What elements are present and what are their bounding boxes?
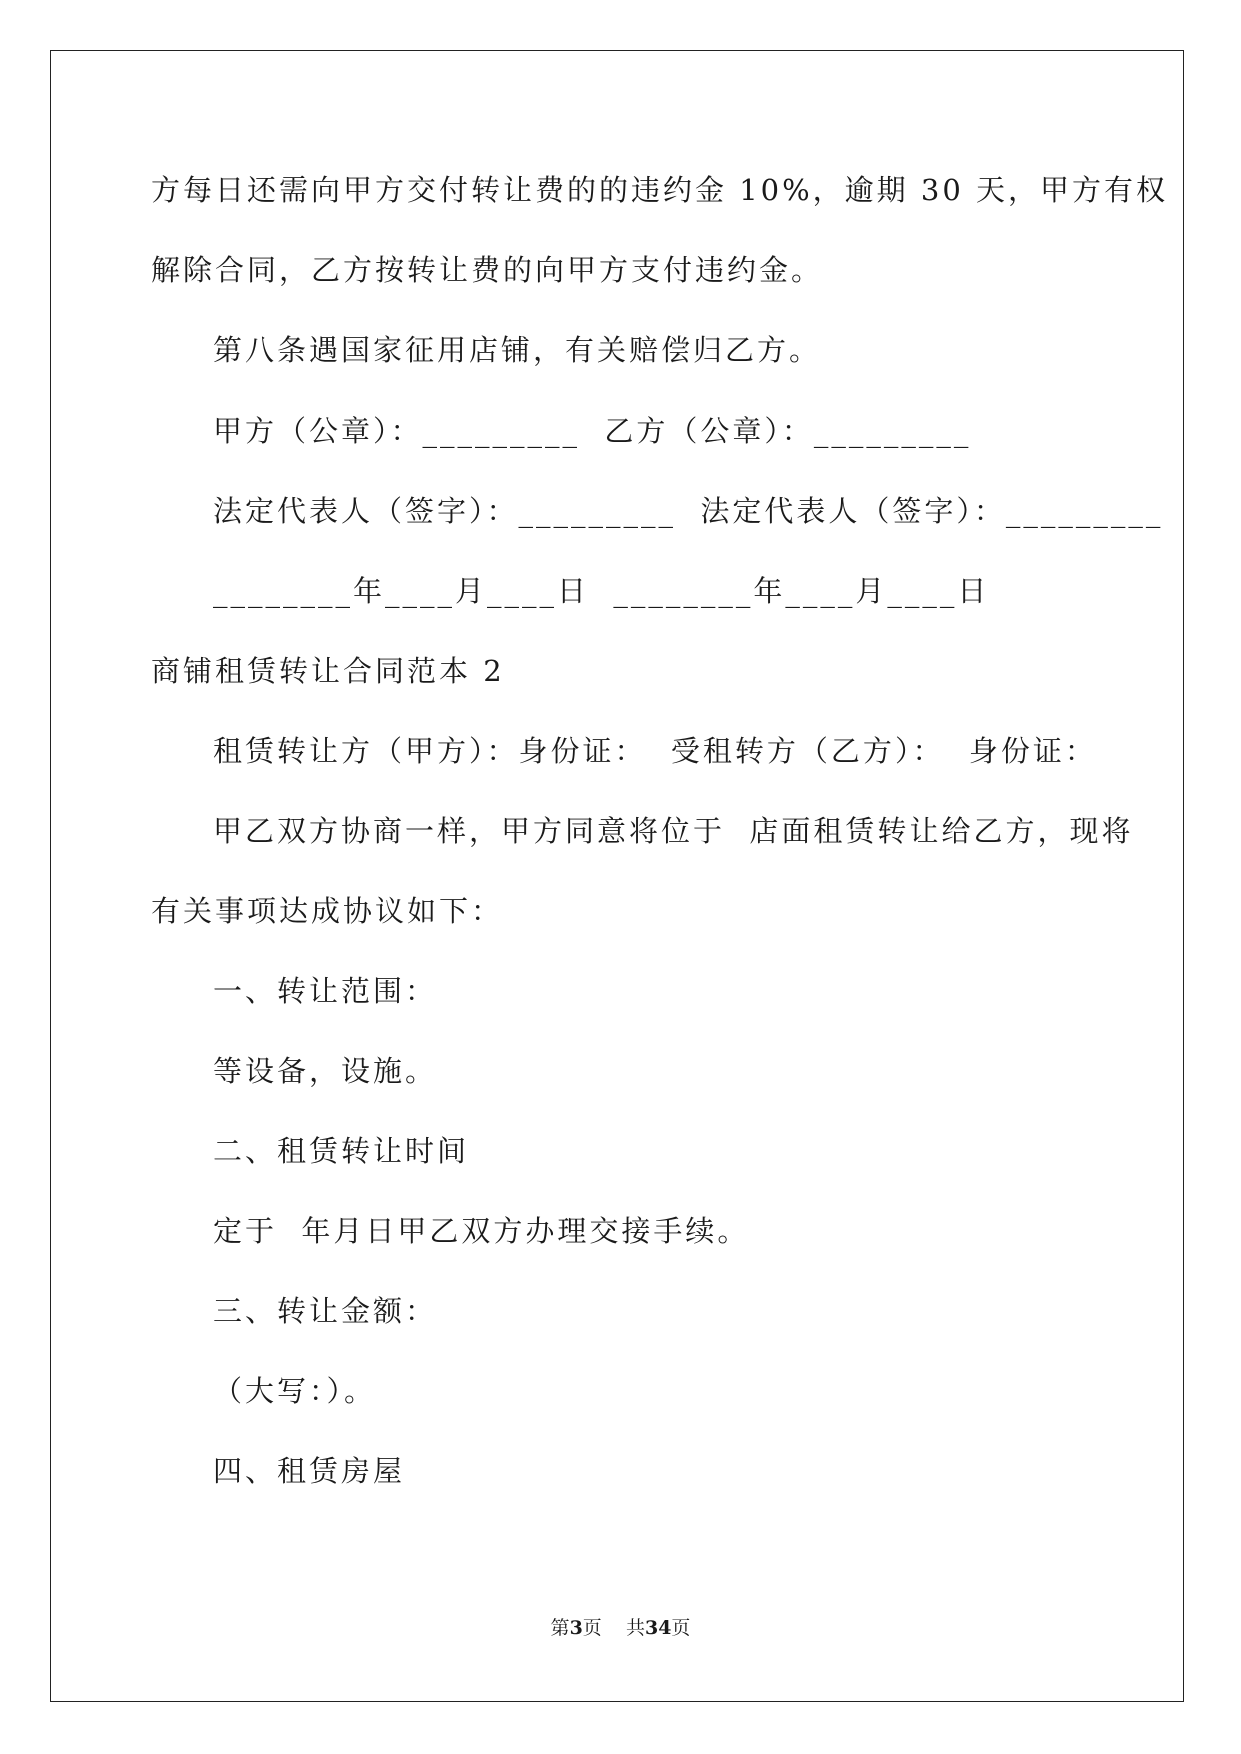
footer-suffix: 页 [671,1617,691,1639]
clause-1-text: 等设备，设施。 [213,1054,438,1088]
legal-rep-line: 法定代表人（签字）：_________ 法定代表人（签字）：_________ [213,494,1164,528]
agreement-line-2: 有关事项达成协议如下： [151,894,504,928]
footer-mid: 页 共 [582,1617,645,1639]
article-8: 第八条遇国家征用店铺，有关赔偿归乙方。 [213,333,822,367]
footer-page-number: 3 [569,1617,583,1639]
seal-line: 甲方（公章）：_________ 乙方（公章）：_________ [213,414,972,448]
page-footer [0,1616,1241,1640]
date-line: ________年____月____日 ________年____月____日 [213,574,990,608]
clause-2-heading: 二、租赁转让时间 [213,1134,470,1168]
clause-4-heading: 四、租赁房屋 [213,1454,406,1488]
clause-1-heading: 一、转让范围： [213,974,438,1008]
clause-2-text: 定于 年月日甲乙双方办理交接手续。 [213,1214,750,1248]
parties-line: 租赁转让方（甲方）：身份证： 受租转方（乙方）： 身份证： [213,734,1097,768]
clause-3-heading: 三、转让金额： [213,1294,438,1328]
footer-total-pages: 34 [644,1617,672,1639]
footer-prefix: 第 [550,1617,570,1639]
section-title: 商铺租赁转让合同范本 2 [151,654,505,688]
text-line-1: 方每日还需向甲方交付转让费的的违约金 10%，逾期 30 天，甲方有权 [151,173,1169,207]
agreement-line-1: 甲乙双方协商一样，甲方同意将位于 店面租赁转让给乙方，现将 [213,814,1134,848]
clause-3-text: （大写：）。 [213,1374,377,1408]
text-line-2: 解除合同，乙方按转让费的向甲方支付违约金。 [151,253,824,287]
